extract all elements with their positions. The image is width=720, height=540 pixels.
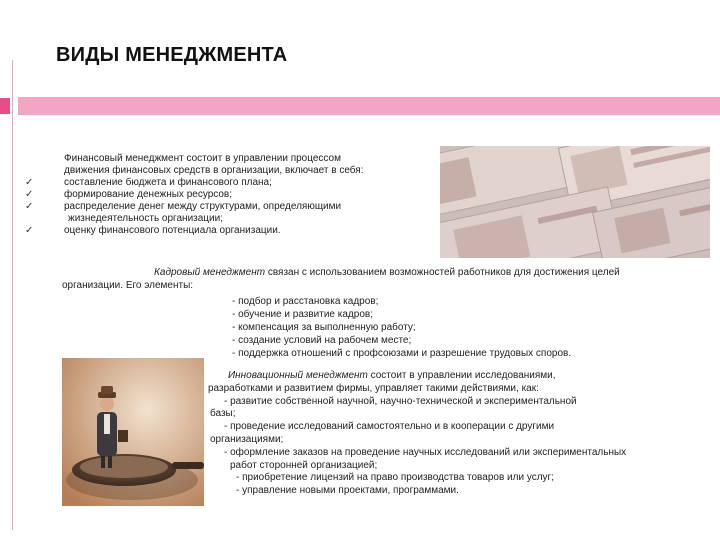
list-item-continuation: жизнедеятельность организации; [68, 213, 223, 224]
financial-term: Финансовый менеджмент [64, 153, 184, 164]
innovation-line: организациями; [210, 433, 284, 445]
financial-intro: Финансовый менеджмент состоит в управлении процессом [64, 153, 341, 164]
innovation-line: разработками и развитием фирмы, управляет такими действиями, как: [208, 382, 539, 394]
banknotes-image [440, 146, 710, 258]
personnel-management-section [62, 266, 702, 360]
innovation-management-section [208, 370, 708, 498]
innovation-term: Инновационный менеджмент [228, 370, 368, 381]
personnel-intro: Кадровый менеджмент связан с использованием возможностей работников для достижения целей [154, 267, 620, 278]
checkmark-icon: ✓ [25, 177, 34, 188]
innovation-line: базы; [210, 408, 236, 420]
businessman-on-pan-illustration [62, 358, 204, 506]
innovation-line: - оформление заказов на проведение научных исследований или экспериментальных [224, 446, 627, 458]
financial-list [25, 177, 438, 237]
innovation-line: - развитие собственной научной, научно-технической и экспериментальной [224, 395, 577, 407]
list-item: - компенсация за выполненную работу; [232, 322, 416, 333]
title-accent-band [18, 97, 720, 115]
innovation-line: - проведение исследований самостоятельно и в кооперации с другими [224, 421, 555, 433]
banknotes-illustration [440, 146, 710, 258]
left-divider-line [12, 60, 13, 530]
list-item: - подбор и расстановка кадров; [232, 296, 379, 307]
page-title: ВИДЫ МЕНЕДЖМЕНТА [56, 44, 288, 66]
innovation-intro: Инновационный менеджмент состоит в управлении исследованиями, [228, 370, 556, 381]
personnel-intro-line2: организации. Его элементы: [62, 280, 194, 291]
innovation-line: - приобретение лицензий на право производства товаров или услуг; [236, 472, 554, 484]
list-item: ✓ оценку финансового потенциала организации. [25, 225, 281, 236]
checkmark-icon: ✓ [25, 189, 34, 200]
personnel-list [62, 295, 702, 360]
accent-tab [0, 98, 10, 114]
innovation-line: - управление новыми проектами, программами. [236, 485, 459, 497]
list-item: ✓ формирование денежных ресурсов; [25, 189, 233, 200]
checkmark-icon: ✓ [25, 225, 34, 236]
businessman-on-pan-image [62, 358, 204, 506]
list-item: ✓ распределение денег между структурами, определяющими [25, 201, 342, 212]
financial-intro-line2: движения финансовых средств в организации, включает в себя: [64, 165, 364, 176]
financial-management-section [25, 153, 438, 237]
list-item: - обучение и развитие кадров; [232, 309, 373, 320]
personnel-term: Кадровый менеджмент [154, 267, 266, 278]
list-item: ✓ составление бюджета и финансового плана; [25, 177, 272, 188]
checkmark-icon: ✓ [25, 201, 34, 212]
innovation-line: работ сторонней организацией; [230, 459, 378, 471]
list-item: - создание условий на рабочем месте; [232, 335, 412, 346]
list-item: - поддержка отношений с профсоюзами и разрешение трудовых споров. [232, 348, 572, 359]
